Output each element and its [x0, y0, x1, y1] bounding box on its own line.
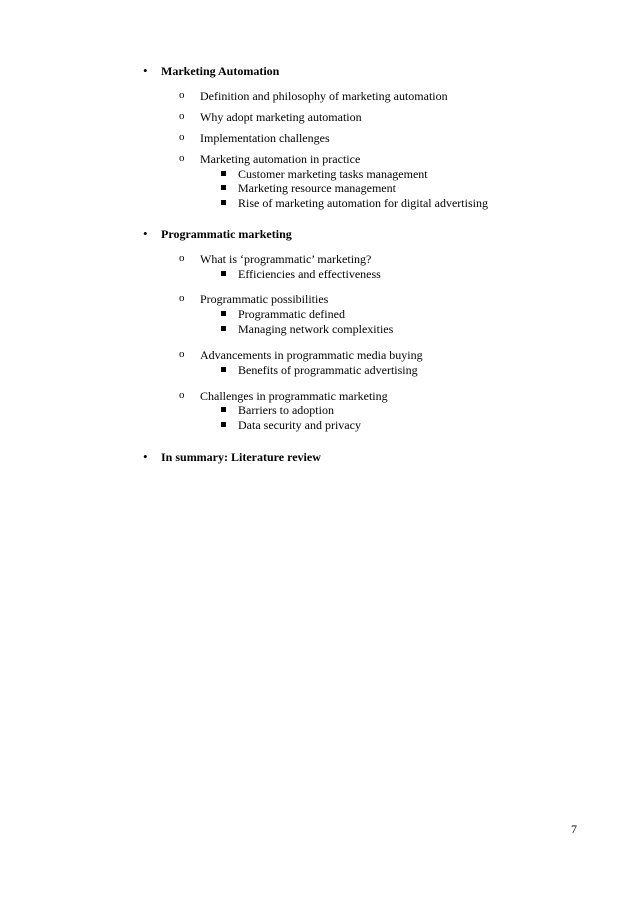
square-bullet-icon — [221, 422, 226, 427]
item-text: Challenges in programmatic marketing — [200, 389, 388, 403]
item-text: Advancements in programmatic media buying — [200, 348, 423, 362]
bullet-circle: o — [179, 389, 185, 401]
page-number: 7 — [571, 822, 577, 836]
sub-item-text: Customer marketing tasks management — [238, 167, 428, 181]
bullet-circle: o — [179, 89, 185, 101]
bullet-dot: • — [143, 63, 148, 78]
bullet-circle: o — [179, 292, 185, 304]
sub-item-text: Barriers to adoption — [238, 403, 334, 417]
item-text: Programmatic possibilities — [200, 292, 329, 306]
bullet-dot: • — [143, 226, 148, 241]
square-bullet-icon — [221, 185, 226, 190]
bullet-circle: o — [179, 152, 185, 164]
bullet-circle: o — [179, 110, 185, 122]
item-text: Why adopt marketing automation — [200, 110, 362, 124]
square-bullet-icon — [221, 200, 226, 205]
square-bullet-icon — [221, 326, 226, 331]
sub-item-text: Data security and privacy — [238, 418, 361, 432]
section-title: Marketing Automation — [161, 64, 280, 78]
square-bullet-icon — [221, 171, 226, 176]
item-text: What is ‘programmatic’ marketing? — [200, 252, 372, 266]
bullet-circle: o — [179, 252, 185, 264]
section-title: Programmatic marketing — [161, 227, 292, 241]
bullet-circle: o — [179, 131, 185, 143]
square-bullet-icon — [221, 311, 226, 316]
item-text: Marketing automation in practice — [200, 152, 361, 166]
sub-item-text: Efficiencies and effectiveness — [238, 267, 381, 281]
bullet-dot: • — [143, 449, 148, 464]
sub-item-text: Rise of marketing automation for digital advertising — [238, 196, 488, 210]
sub-item-text: Programmatic defined — [238, 307, 345, 321]
bullet-circle: o — [179, 348, 185, 360]
item-text: Implementation challenges — [200, 131, 330, 145]
square-bullet-icon — [221, 367, 226, 372]
sub-item-text: Marketing resource management — [238, 181, 396, 195]
item-text: Definition and philosophy of marketing automation — [200, 89, 448, 103]
square-bullet-icon — [221, 407, 226, 412]
sub-item-text: Benefits of programmatic advertising — [238, 363, 418, 377]
sub-item-text: Managing network complexities — [238, 322, 394, 336]
square-bullet-icon — [221, 271, 226, 276]
section-title: In summary: Literature review — [161, 450, 321, 464]
